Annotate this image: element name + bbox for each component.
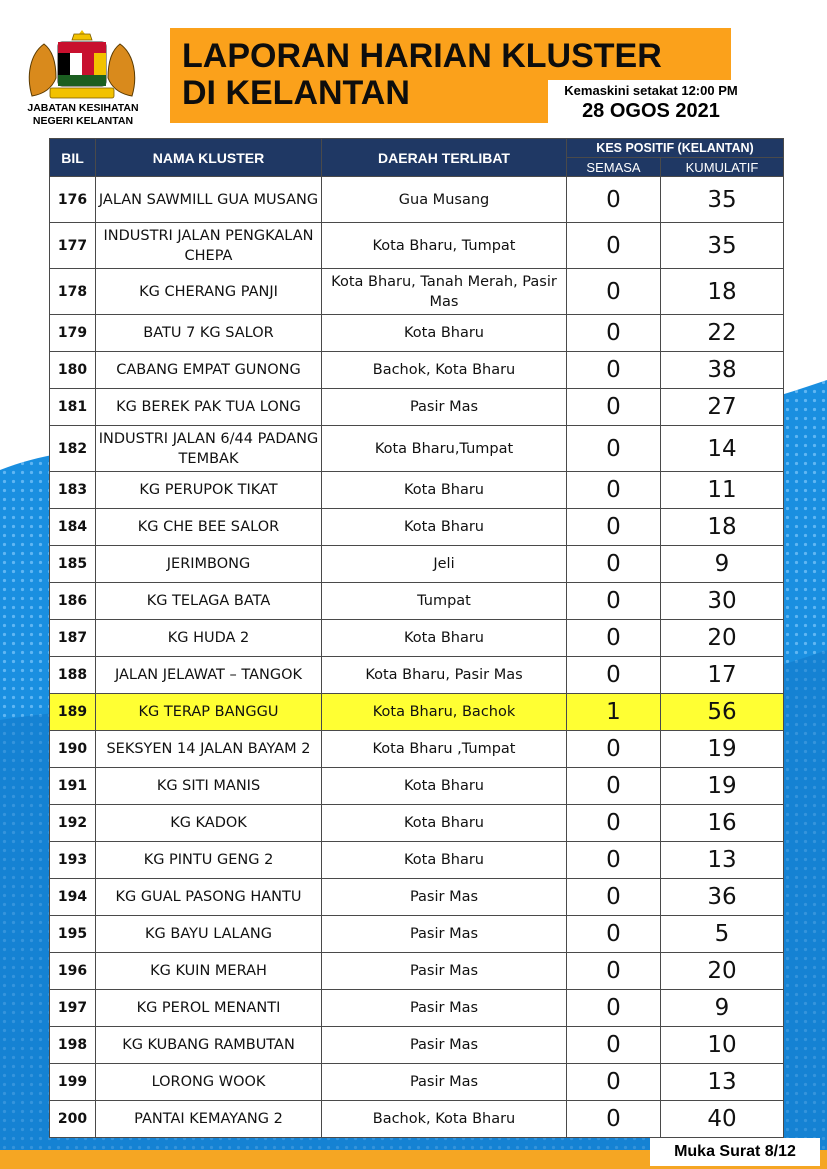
cell-current-cases: 0	[567, 1101, 661, 1138]
cell-cumulative-cases: 14	[661, 426, 784, 472]
cell-cluster-name: KG TERAP BANGGU	[96, 694, 322, 731]
cell-bil: 189	[50, 694, 96, 731]
cell-bil: 176	[50, 177, 96, 223]
cell-bil: 179	[50, 315, 96, 352]
cell-bil: 185	[50, 546, 96, 583]
cell-cluster-name: BATU 7 KG SALOR	[96, 315, 322, 352]
table-row	[50, 916, 784, 953]
table-row	[50, 177, 784, 223]
table-header	[50, 139, 784, 177]
cell-district: Kota Bharu	[322, 805, 567, 842]
cell-cluster-name: INDUSTRI JALAN PENGKALAN CHEPA	[96, 223, 322, 269]
cell-district: Kota Bharu	[322, 315, 567, 352]
cell-district: Kota Bharu	[322, 620, 567, 657]
cell-current-cases: 0	[567, 916, 661, 953]
cell-district: Pasir Mas	[322, 879, 567, 916]
cell-current-cases: 0	[567, 990, 661, 1027]
cell-cumulative-cases: 18	[661, 509, 784, 546]
cell-cluster-name: KG SITI MANIS	[96, 768, 322, 805]
agency-name	[8, 102, 158, 128]
table-row	[50, 731, 784, 768]
cell-district: Kota Bharu, Bachok	[322, 694, 567, 731]
cell-bil: 190	[50, 731, 96, 768]
cell-current-cases: 0	[567, 1027, 661, 1064]
cell-current-cases: 0	[567, 620, 661, 657]
cell-district: Kota Bharu,Tumpat	[322, 426, 567, 472]
col-header-cumulative: KUMULATIF	[661, 158, 784, 177]
title-line2: DI KELANTAN	[182, 74, 410, 112]
cell-current-cases: 0	[567, 509, 661, 546]
cell-cluster-name: JERIMBONG	[96, 546, 322, 583]
cell-cumulative-cases: 35	[661, 177, 784, 223]
cell-district: Kota Bharu, Tanah Merah, Pasir Mas	[322, 269, 567, 315]
update-date: 28 OGOS 2021	[582, 100, 720, 122]
cell-district: Jeli	[322, 546, 567, 583]
cell-current-cases: 0	[567, 315, 661, 352]
cell-bil: 186	[50, 583, 96, 620]
cell-cluster-name: KG KUIN MERAH	[96, 953, 322, 990]
cell-current-cases: 0	[567, 953, 661, 990]
cell-cumulative-cases: 20	[661, 620, 784, 657]
cell-cluster-name: INDUSTRI JALAN 6/44 PADANG TEMBAK	[96, 426, 322, 472]
cell-cluster-name: KG TELAGA BATA	[96, 583, 322, 620]
table-row	[50, 426, 784, 472]
cell-cumulative-cases: 19	[661, 768, 784, 805]
agency-line2: NEGERI KELANTAN	[32, 115, 134, 127]
cell-district: Kota Bharu, Tumpat	[322, 223, 567, 269]
cell-cumulative-cases: 5	[661, 916, 784, 953]
cell-cumulative-cases: 18	[661, 269, 784, 315]
cell-bil: 199	[50, 1064, 96, 1101]
cell-current-cases: 0	[567, 177, 661, 223]
cell-bil: 195	[50, 916, 96, 953]
cell-bil: 196	[50, 953, 96, 990]
table-row	[50, 990, 784, 1027]
cell-bil: 182	[50, 426, 96, 472]
cell-bil: 180	[50, 352, 96, 389]
cell-cluster-name: KG CHE BEE SALOR	[96, 509, 322, 546]
cell-district: Gua Musang	[322, 177, 567, 223]
cell-cumulative-cases: 19	[661, 731, 784, 768]
cell-district: Kota Bharu	[322, 509, 567, 546]
cell-current-cases: 0	[567, 583, 661, 620]
cell-cumulative-cases: 35	[661, 223, 784, 269]
cell-bil: 181	[50, 389, 96, 426]
cell-current-cases: 0	[567, 879, 661, 916]
table-row	[50, 509, 784, 546]
cell-bil: 187	[50, 620, 96, 657]
cell-current-cases: 0	[567, 546, 661, 583]
cell-district: Kota Bharu, Pasir Mas	[322, 657, 567, 694]
table-row	[50, 583, 784, 620]
cell-bil: 183	[50, 472, 96, 509]
cell-district: Pasir Mas	[322, 1064, 567, 1101]
table-row	[50, 879, 784, 916]
cell-bil: 192	[50, 805, 96, 842]
cell-cluster-name: KG CHERANG PANJI	[96, 269, 322, 315]
update-info	[548, 80, 754, 125]
cell-district: Pasir Mas	[322, 1027, 567, 1064]
cell-current-cases: 0	[567, 269, 661, 315]
cell-cluster-name: KG GUAL PASONG HANTU	[96, 879, 322, 916]
cell-district: Pasir Mas	[322, 990, 567, 1027]
cell-cumulative-cases: 30	[661, 583, 784, 620]
col-header-positive-cases: KES POSITIF (KELANTAN)	[567, 139, 784, 158]
cell-cumulative-cases: 13	[661, 842, 784, 879]
cell-cluster-name: KG HUDA 2	[96, 620, 322, 657]
cell-cumulative-cases: 40	[661, 1101, 784, 1138]
col-header-bil: BIL	[50, 139, 96, 177]
cell-cluster-name: JALAN SAWMILL GUA MUSANG	[96, 177, 322, 223]
col-header-name: NAMA KLUSTER	[96, 139, 322, 177]
update-label: Kemaskini setakat 12:00 PM	[564, 83, 738, 98]
cluster-table	[49, 138, 784, 1138]
cell-cluster-name: KG BAYU LALANG	[96, 916, 322, 953]
cell-cumulative-cases: 17	[661, 657, 784, 694]
cell-cluster-name: KG PERUPOK TIKAT	[96, 472, 322, 509]
cell-current-cases: 0	[567, 472, 661, 509]
cell-bil: 188	[50, 657, 96, 694]
cell-bil: 191	[50, 768, 96, 805]
table-body	[50, 177, 784, 1138]
table-row	[50, 1027, 784, 1064]
table-row	[50, 842, 784, 879]
cell-bil: 198	[50, 1027, 96, 1064]
table-row	[50, 657, 784, 694]
cell-cluster-name: KG KADOK	[96, 805, 322, 842]
cell-district: Kota Bharu	[322, 768, 567, 805]
cell-district: Kota Bharu	[322, 472, 567, 509]
cell-current-cases: 0	[567, 426, 661, 472]
page-number: Muka Surat 8/12	[650, 1138, 820, 1166]
cell-bil: 184	[50, 509, 96, 546]
cell-bil: 193	[50, 842, 96, 879]
table-row	[50, 389, 784, 426]
cell-cluster-name: SEKSYEN 14 JALAN BAYAM 2	[96, 731, 322, 768]
cell-bil: 177	[50, 223, 96, 269]
cell-cumulative-cases: 10	[661, 1027, 784, 1064]
table-row	[50, 620, 784, 657]
cell-cumulative-cases: 27	[661, 389, 784, 426]
cell-cluster-name: KG PEROL MENANTI	[96, 990, 322, 1027]
title-line1: LAPORAN HARIAN KLUSTER	[182, 37, 662, 75]
cell-cumulative-cases: 11	[661, 472, 784, 509]
table-row	[50, 546, 784, 583]
cell-cumulative-cases: 22	[661, 315, 784, 352]
cell-current-cases: 0	[567, 352, 661, 389]
cell-district: Bachok, Kota Bharu	[322, 1101, 567, 1138]
cell-district: Tumpat	[322, 583, 567, 620]
cell-cluster-name: KG PINTU GENG 2	[96, 842, 322, 879]
table-row	[50, 223, 784, 269]
table-row	[50, 1101, 784, 1138]
cell-cluster-name: KG KUBANG RAMBUTAN	[96, 1027, 322, 1064]
cell-current-cases: 0	[567, 731, 661, 768]
col-header-district: DAERAH TERLIBAT	[322, 139, 567, 177]
table-row	[50, 352, 784, 389]
agency-line1: JABATAN KESIHATAN	[27, 102, 139, 114]
cell-cluster-name: PANTAI KEMAYANG 2	[96, 1101, 322, 1138]
cell-cluster-name: KG BEREK PAK TUA LONG	[96, 389, 322, 426]
table-row	[50, 269, 784, 315]
cell-cumulative-cases: 56	[661, 694, 784, 731]
cell-current-cases: 0	[567, 842, 661, 879]
table-row	[50, 1064, 784, 1101]
cell-current-cases: 1	[567, 694, 661, 731]
cell-district: Pasir Mas	[322, 916, 567, 953]
cell-cumulative-cases: 20	[661, 953, 784, 990]
cell-cumulative-cases: 16	[661, 805, 784, 842]
cell-current-cases: 0	[567, 223, 661, 269]
col-header-current: SEMASA	[567, 158, 661, 177]
cell-cluster-name: CABANG EMPAT GUNONG	[96, 352, 322, 389]
cell-district: Kota Bharu ,Tumpat	[322, 731, 567, 768]
cell-district: Bachok, Kota Bharu	[322, 352, 567, 389]
table-row	[50, 694, 784, 731]
coat-of-arms-logo	[22, 26, 142, 104]
cell-cumulative-cases: 9	[661, 546, 784, 583]
cell-current-cases: 0	[567, 1064, 661, 1101]
cell-district: Kota Bharu	[322, 842, 567, 879]
cell-bil: 200	[50, 1101, 96, 1138]
cell-cumulative-cases: 38	[661, 352, 784, 389]
cell-current-cases: 0	[567, 389, 661, 426]
cell-district: Pasir Mas	[322, 953, 567, 990]
table-row	[50, 315, 784, 352]
cell-bil: 197	[50, 990, 96, 1027]
cell-bil: 178	[50, 269, 96, 315]
cell-current-cases: 0	[567, 805, 661, 842]
cell-cumulative-cases: 36	[661, 879, 784, 916]
cell-cluster-name: LORONG WOOK	[96, 1064, 322, 1101]
table-row	[50, 805, 784, 842]
cell-bil: 194	[50, 879, 96, 916]
cell-cumulative-cases: 13	[661, 1064, 784, 1101]
table-row	[50, 472, 784, 509]
cell-current-cases: 0	[567, 768, 661, 805]
table-row	[50, 768, 784, 805]
cell-cumulative-cases: 9	[661, 990, 784, 1027]
cell-current-cases: 0	[567, 657, 661, 694]
table-row	[50, 953, 784, 990]
cell-district: Pasir Mas	[322, 389, 567, 426]
cell-cluster-name: JALAN JELAWAT – TANGOK	[96, 657, 322, 694]
